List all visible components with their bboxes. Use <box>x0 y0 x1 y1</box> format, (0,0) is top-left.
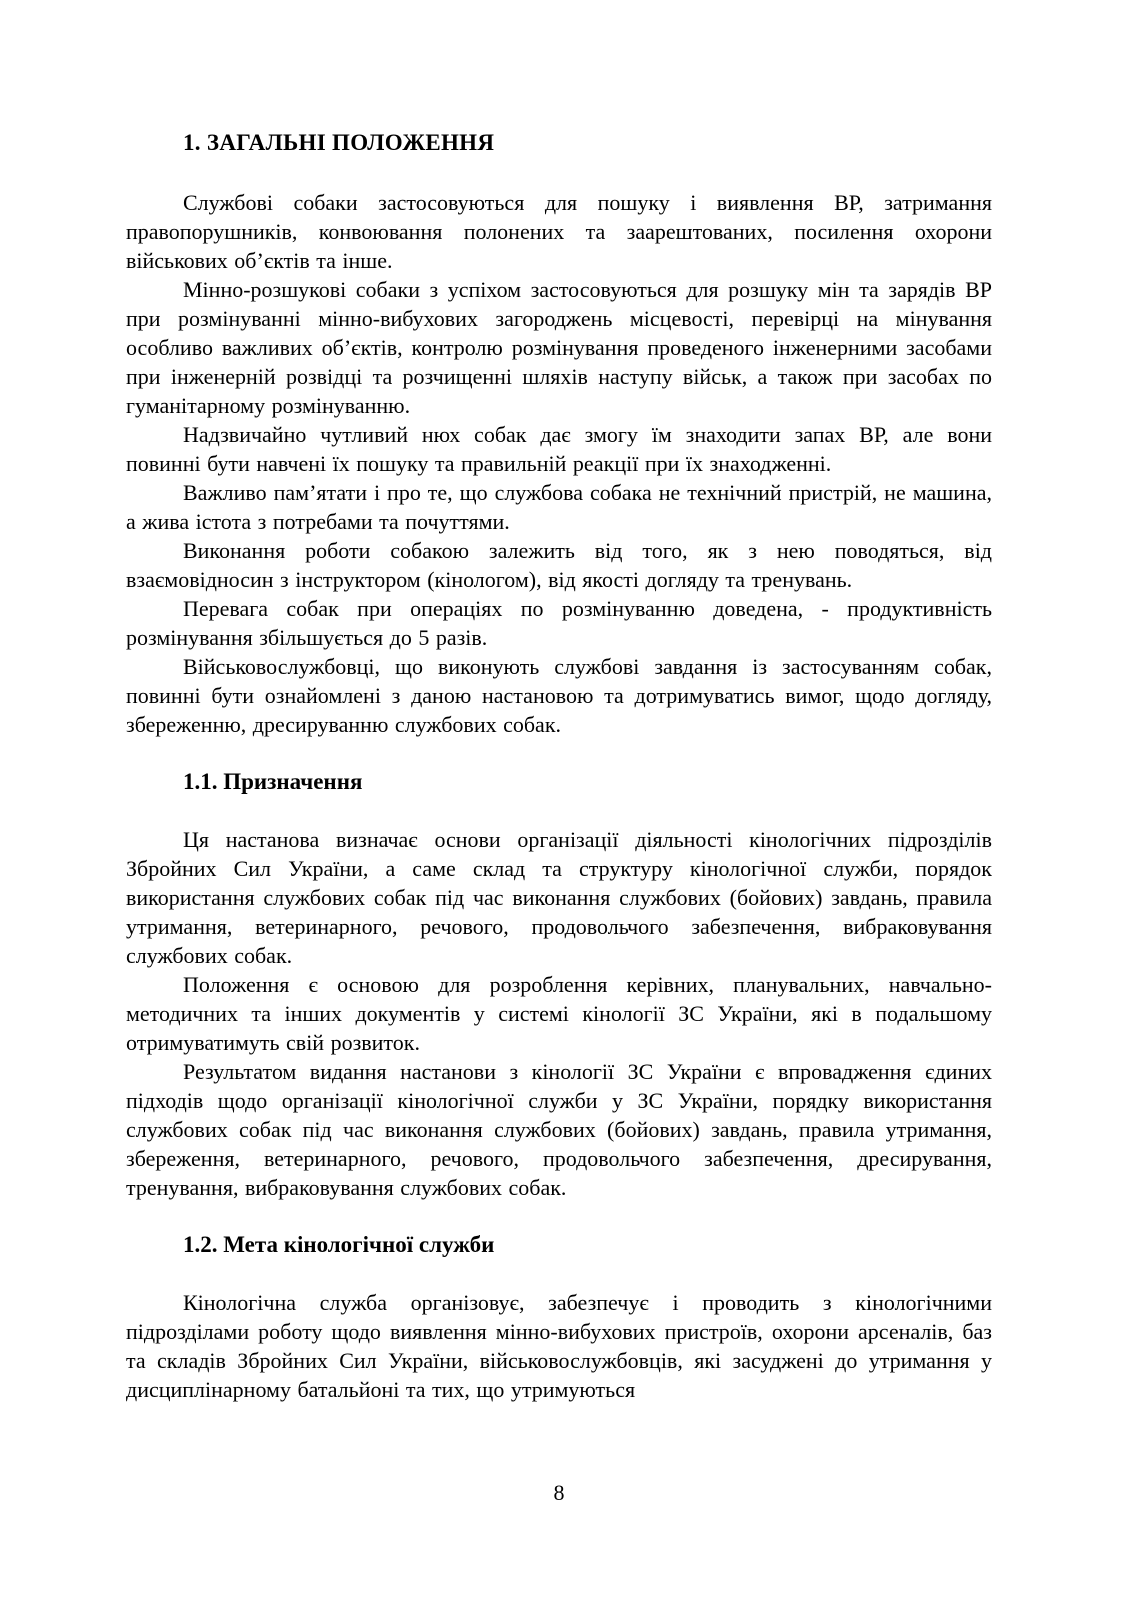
page-number: 8 <box>553 1480 565 1505</box>
chapter-heading: 1. ЗАГАЛЬНІ ПОЛОЖЕННЯ <box>183 130 495 155</box>
paragraph: Положення є основою для розроблення керівних, планувальних, навчально-методичних та інших документів у системі кінології ЗС України, які в подальшому отримуватимуть свій розвиток. <box>126 972 992 1055</box>
paragraph: Військовослужбовці, що виконують службові завдання із застосуванням собак, повинні бути ознайомлені з даною настановою та дотримуватись вимог, щодо догляду, збереженню, дресируванню службових собак. <box>126 654 992 737</box>
section-heading-1-1: 1.1. Призначення <box>183 769 363 794</box>
paragraph: Перевага собак при операціях по розмінуванню доведена, - продуктивність розмінування збільшується до 5 разів. <box>126 596 992 650</box>
paragraph: Важливо пам’ятати і про те, що службова собака не технічний пристрій, не машина, а жива істота з потребами та почуттями. <box>126 480 992 534</box>
paragraph: Результатом видання настанови з кінології ЗС України є впровадження єдиних підходів щодо організації кінологічної служби у ЗС України, порядку використання службових собак під час виконання службових (бойових) завдань, правила утримання, збереження, ветеринарного, речового, продовольчого забезпечення, дресирування, тренування, вибраковування службових собак. <box>126 1059 992 1200</box>
paragraph: Надзвичайно чутливий нюх собак дає змогу їм знаходити запах ВР, але вони повинні бути навчені їх пошуку та правильній реакції при їх знаходженні. <box>126 422 992 476</box>
paragraph: Мінно-розшукові собаки з успіхом застосовуються для розшуку мін та зарядів ВР при розмінуванні мінно-вибухових загороджень місцевості, перевірці на мінування особливо важливих об’єктів, контролю розмінування проведеного інженерними засобами при інженерній розвідці та розчищенні шляхів наступу військ, а також при засобах по гуманітарному розмінуванню. <box>126 277 992 418</box>
section-heading-1-2: 1.2. Мета кінологічної служби <box>183 1232 495 1257</box>
paragraph: Ця настанова визначає основи організації діяльності кінологічних підрозділів Збройних Сил України, а саме склад та структуру кінологічної служби, порядок використання службових собак під час виконання службових (бойових) завдань, правила утримання, ветеринарного, речового, продовольчого забезпечення, вибраковування службових собак. <box>126 827 992 968</box>
paragraph: Виконання роботи собакою залежить від того, як з нею поводяться, від взаємовідносин з інструктором (кінологом), від якості догляду та тренувань. <box>126 538 992 592</box>
paragraph: Службові собаки застосовуються для пошуку і виявлення ВР, затримання правопорушників, конвоювання полонених та заарештованих, посилення охорони військових об’єктів та інше. <box>126 190 992 273</box>
paragraph: Кінологічна служба організовує, забезпечує і проводить з кінологічними підрозділами роботу щодо виявлення мінно-вибухових пристроїв, охорони арсеналів, баз та складів Збройних Сил України, військовослужбовців, які засуджені до утримання у дисциплінарному батальйоні та тих, що утримуються <box>126 1290 992 1402</box>
text-block <box>126 130 992 1404</box>
